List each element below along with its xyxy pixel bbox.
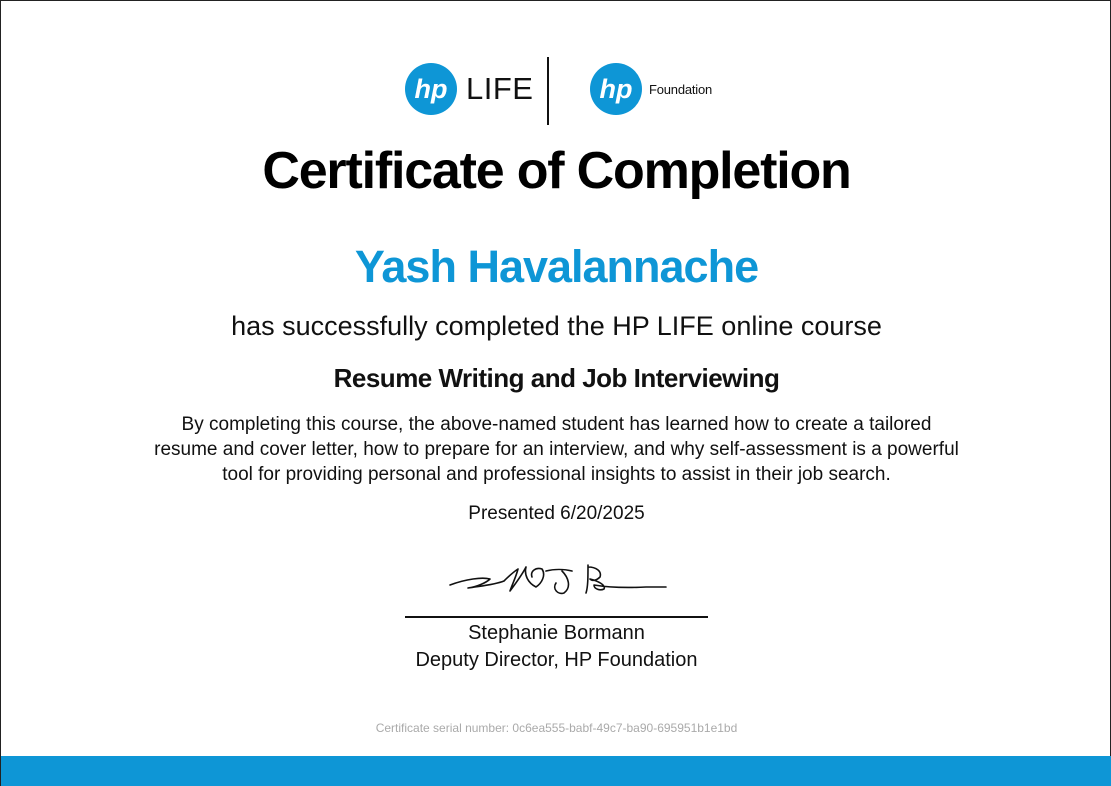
bottom-accent-bar bbox=[1, 756, 1111, 786]
student-name: Yash Havalannache bbox=[354, 241, 759, 292]
foundation-wordmark: Foundation bbox=[649, 81, 713, 97]
logo-divider bbox=[547, 57, 549, 125]
logo-header bbox=[1, 57, 1111, 127]
signer-title: Deputy Director, HP Foundation bbox=[415, 649, 698, 671]
certificate-title: Certificate of Completion bbox=[262, 142, 851, 200]
serial-number: Certificate serial number: 0c6ea555-babf-49c7-ba90-695951b1e1bd bbox=[375, 721, 738, 735]
hp-life-logo bbox=[404, 61, 533, 117]
svg-text:hp: hp bbox=[414, 74, 448, 104]
hp-foundation-logo bbox=[589, 61, 712, 117]
signer-name: Stephanie Bormann bbox=[468, 622, 645, 644]
presented-date: Presented 6/20/2025 bbox=[468, 503, 645, 524]
signature-line bbox=[405, 616, 708, 618]
svg-text:hp: hp bbox=[599, 74, 633, 104]
completion-statement: has successfully completed the HP LIFE online course bbox=[231, 311, 882, 341]
life-wordmark: LIFE bbox=[466, 71, 534, 106]
course-description: By completing this course, the above-named student has learned how to create a tailored resume and cover letter, how to prepare for an interview, and why self-assessment is a powerful tool for providing personal and professional insights to assist in their job search. bbox=[154, 414, 959, 485]
hp-logo-icon bbox=[589, 62, 643, 116]
hp-logo-icon bbox=[404, 62, 458, 116]
course-name: Resume Writing and Job Interviewing bbox=[333, 363, 780, 393]
signature-icon bbox=[446, 557, 672, 603]
